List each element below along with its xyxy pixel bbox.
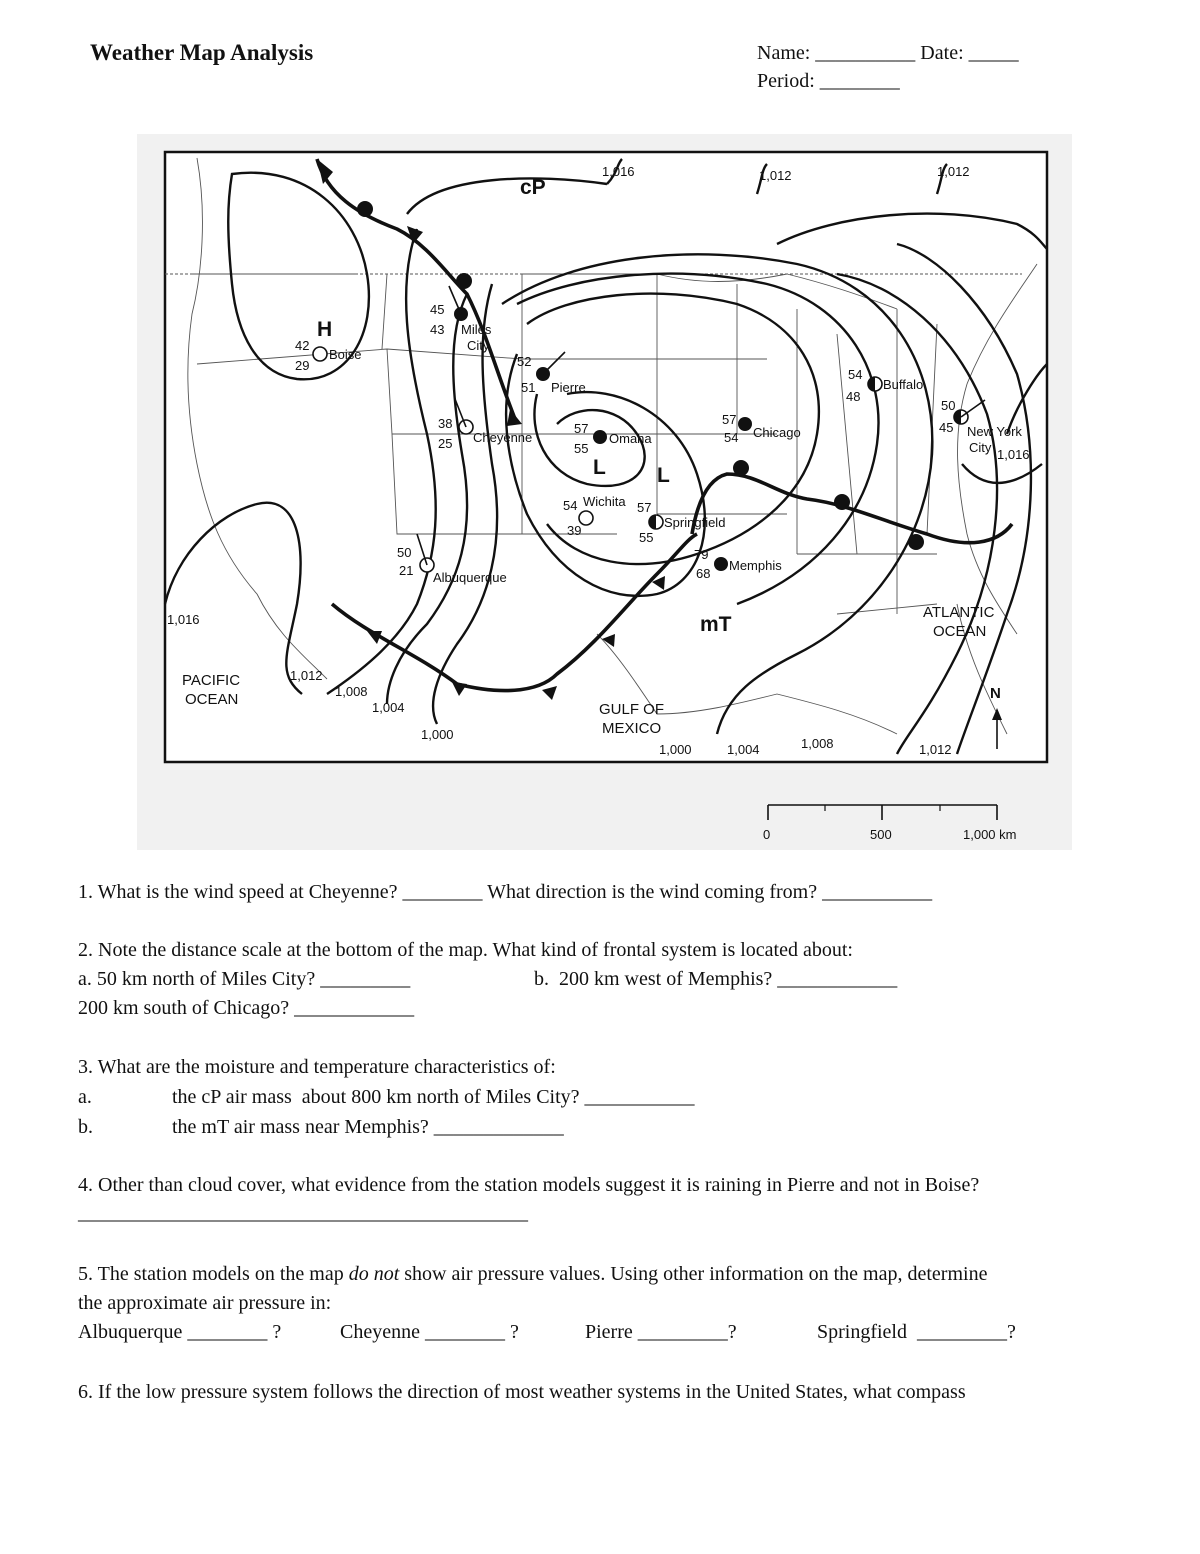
isobar-label: 1,008 — [335, 684, 368, 699]
ocean-label: GULF OF — [599, 701, 665, 718]
station-dew: 48 — [846, 389, 861, 404]
station-temp: 50 — [941, 398, 956, 413]
station-name: Omaha — [609, 431, 652, 446]
station-name: Buffalo — [883, 377, 924, 392]
front-semicircle — [733, 460, 749, 476]
question-2a: a. 50 km north of Miles City? _________ — [78, 968, 411, 990]
question-2c: 200 km south of Chicago? ____________ — [78, 997, 415, 1019]
question-5d: Springfield _________? — [817, 1321, 1016, 1343]
mt-air-mass-label: mT — [700, 613, 732, 636]
name-date-line: Name: __________ Date: _____ — [757, 42, 1019, 64]
high-pressure-label: H — [317, 318, 333, 341]
weather-map — [137, 134, 1072, 850]
ocean-label: ATLANTIC — [923, 604, 995, 621]
isobar-label: 1,000 — [659, 742, 692, 757]
front-semicircle — [456, 273, 472, 289]
station-dew: 55 — [574, 441, 589, 456]
question-5-intro-1: 5. The station models on the map do not show air pressure values. Using other information on the map, determine — [78, 1263, 988, 1285]
question-3b-label: b. — [78, 1116, 93, 1138]
distance-scale — [763, 805, 1016, 842]
station-circle — [738, 417, 752, 431]
station-dew: 51 — [521, 380, 536, 395]
question-2-intro: 2. Note the distance scale at the bottom of the map. What kind of frontal system is located about: — [78, 939, 853, 961]
compass-n-label: N — [990, 685, 1001, 702]
station-name: City — [969, 440, 992, 455]
station-temp: 57 — [637, 500, 652, 515]
question-6: 6. If the low pressure system follows the direction of most weather systems in the United States, what compass — [78, 1381, 966, 1403]
question-1: 1. What is the wind speed at Cheyenne? ________ What direction is the wind coming from? ___________ — [78, 881, 933, 903]
station-name: Albuquerque — [433, 570, 507, 585]
emphasis-do-not: do not — [348, 1263, 400, 1285]
question-4-answer-line: _____________________________________________ — [78, 1202, 528, 1224]
station-dew: 43 — [430, 322, 445, 337]
ocean-label: OCEAN — [933, 623, 987, 640]
station-temp: 38 — [438, 416, 453, 431]
low-pressure-label-2: L — [657, 464, 670, 487]
ocean-label: PACIFIC — [182, 672, 241, 689]
station-dew: 39 — [567, 523, 582, 538]
station-name: Memphis — [729, 558, 782, 573]
scale-label-mid: 500 — [870, 827, 892, 842]
station-name: Chicago — [753, 425, 801, 440]
front-semicircle — [908, 534, 924, 550]
station-name: Pierre — [551, 380, 586, 395]
station-circle — [593, 430, 607, 444]
station-circle — [714, 557, 728, 571]
isobar-label: 1,012 — [759, 168, 792, 183]
station-name: City — [467, 338, 490, 353]
ocean-label: OCEAN — [185, 691, 239, 708]
station-temp: 54 — [563, 498, 578, 513]
station-dew: 25 — [438, 436, 453, 451]
question-3a-label: a. — [78, 1086, 92, 1108]
isobar-label: 1,004 — [372, 700, 405, 715]
station-name: Miles — [461, 322, 492, 337]
station-circle — [313, 347, 327, 361]
station-name: Wichita — [583, 494, 626, 509]
question-5b: Cheyenne ________ ? — [340, 1321, 519, 1343]
station-temp: 42 — [295, 338, 310, 353]
question-3-intro: 3. What are the moisture and temperature characteristics of: — [78, 1056, 556, 1078]
scale-label-max: 1,000 km — [963, 827, 1017, 842]
isobar-label: 1,004 — [727, 742, 760, 757]
isobar-label: 1,016 — [602, 164, 635, 179]
station-dew: 21 — [399, 563, 414, 578]
period-line: Period: ________ — [757, 70, 900, 92]
isobar-label: 1,012 — [919, 742, 952, 757]
station-temp: 52 — [517, 354, 532, 369]
isobar-label: 1,012 — [937, 164, 970, 179]
question-4: 4. Other than cloud cover, what evidence from the station models suggest it is raining in Pierre and not in Boise? — [78, 1174, 980, 1196]
station-dew: 29 — [295, 358, 310, 373]
scale-label-zero: 0 — [763, 827, 771, 842]
station-temp: 79 — [694, 547, 709, 562]
isobar-label: 1,012 — [290, 668, 323, 683]
station-temp: 45 — [430, 302, 445, 317]
ocean-label: MEXICO — [602, 720, 662, 737]
station-dew: 45 — [939, 420, 954, 435]
station-name: New York — [967, 424, 1022, 439]
station-temp: 57 — [722, 412, 737, 427]
front-semicircle — [357, 201, 373, 217]
question-5a: Albuquerque ________ ? — [78, 1321, 282, 1343]
worksheet-title: Weather Map Analysis — [90, 40, 314, 65]
station-dew: 68 — [696, 566, 711, 581]
question-3b: the mT air mass near Memphis? _____________ — [172, 1116, 564, 1138]
isobar-label: 1,008 — [801, 736, 834, 751]
question-5-intro-2: the approximate air pressure in: — [78, 1292, 332, 1314]
station-temp: 57 — [574, 421, 589, 436]
station-name: Springfield — [664, 515, 726, 530]
question-2b: b. 200 km west of Memphis? ____________ — [534, 968, 898, 990]
station-dew: 54 — [724, 430, 739, 445]
station-name: Boise — [329, 347, 362, 362]
cp-air-mass-label: cP — [520, 176, 546, 199]
isobar-label: 1,000 — [421, 727, 454, 742]
question-5c: Pierre _________? — [585, 1321, 737, 1343]
station-temp: 54 — [848, 367, 863, 382]
low-pressure-label-1: L — [593, 456, 606, 479]
front-semicircle — [834, 494, 850, 510]
station-temp: 50 — [397, 545, 412, 560]
isobar-label: 1,016 — [167, 612, 200, 627]
station-dew: 55 — [639, 530, 654, 545]
isobar-label: 1,016 — [997, 447, 1030, 462]
question-3a: the cP air mass about 800 km north of Miles City? ___________ — [172, 1086, 695, 1108]
station-name: Cheyenne — [473, 430, 533, 445]
weather-map-svg — [137, 134, 1072, 850]
